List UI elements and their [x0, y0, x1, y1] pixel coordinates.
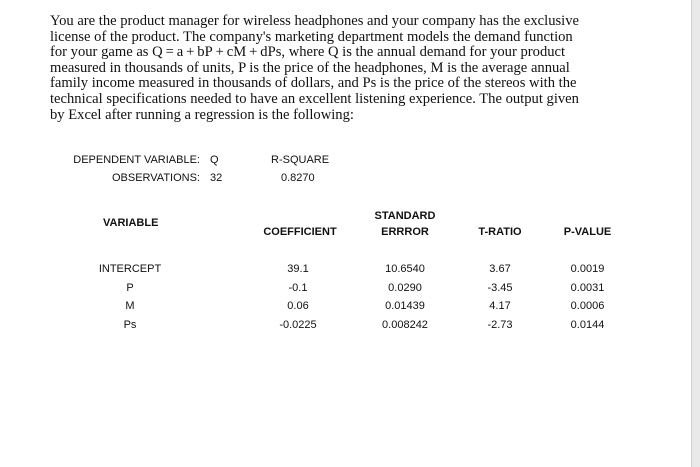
header-t-ratio: T-RATIO: [478, 226, 522, 238]
table-cell-t-ratio: 4.17: [489, 300, 511, 312]
table-cell-std-error: 0.008242: [382, 318, 428, 331]
table-cell-t-ratio: -3.45: [487, 281, 513, 294]
table-cell-p-value: 0.0006: [570, 300, 605, 312]
header-error: ERRROR: [381, 226, 429, 238]
variable-column: [90, 260, 170, 334]
table-cell-variable: M: [125, 300, 135, 312]
header-variable: VARIABLE: [103, 217, 159, 229]
table-cell-p-value: 0.0031: [570, 281, 605, 294]
std-error-column: [365, 260, 445, 334]
table-cell-t-ratio: 3.67: [489, 263, 511, 275]
table-cell-coefficient: 0.06: [287, 300, 309, 312]
table-cell-std-error: 10.6540: [385, 263, 425, 275]
problem-line: measured in thousands of units, P is the price of the headphones, M is the average annual: [50, 59, 570, 76]
table-cell-variable: P: [126, 281, 134, 294]
window-edge: [691, 0, 700, 467]
observations-value: 32: [210, 172, 223, 184]
problem-line: by Excel after running a regression is the following:: [50, 106, 354, 123]
t-ratio-column: [470, 260, 530, 334]
header-standard: STANDARD: [374, 210, 436, 222]
table-cell-coefficient: 39.1: [287, 263, 309, 275]
table-cell-coefficient: -0.0225: [279, 318, 317, 331]
table-cell-variable: Ps: [123, 318, 137, 331]
coefficient-column: [258, 260, 338, 334]
table-cell-p-value: 0.0144: [570, 318, 605, 331]
problem-line: You are the product manager for wireless headphones and your company has the exclusive: [50, 13, 580, 29]
problem-line: license of the product. The company's marketing department models the demand function: [50, 28, 573, 45]
table-cell-coefficient: -0.1: [288, 281, 308, 294]
dependent-variable-label: DEPENDENT VARIABLE:: [73, 154, 200, 166]
table-cell-variable: INTERCEPT: [98, 263, 162, 275]
header-p-value: P-VALUE: [563, 226, 612, 238]
table-cell-std-error: 0.0290: [388, 281, 422, 294]
header-coefficient: COEFFICIENT: [263, 226, 337, 238]
table-cell-std-error: 0.01439: [385, 300, 425, 312]
problem-line: technical specifications needed to have an excellent listening experience. The output given: [50, 90, 579, 107]
observations-label: OBSERVATIONS:: [111, 172, 200, 184]
problem-line: for your game as Q = a + bP + cM + dPs, where Q is the annual demand for your product: [50, 44, 566, 61]
problem-statement: [50, 14, 590, 123]
p-value-column: [555, 260, 620, 334]
rsquare-label: R-SQUARE: [271, 154, 330, 166]
table-cell-p-value: 0.0019: [570, 263, 605, 275]
dependent-variable-value: Q: [210, 154, 219, 166]
rsquare-value: 0.8270: [281, 172, 315, 184]
table-cell-t-ratio: -2.73: [487, 318, 513, 331]
problem-line: family income measured in thousands of dollars, and Ps is the price of the stereos with the: [50, 75, 577, 92]
